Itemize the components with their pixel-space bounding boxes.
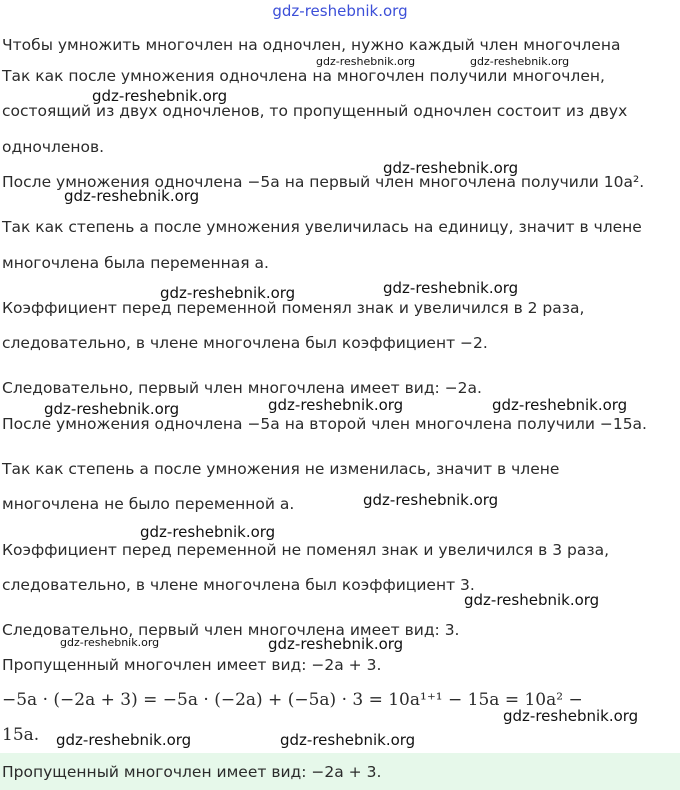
watermark: gdz-reshebnik.org <box>92 87 228 105</box>
text-line-16: Следовательно, первый член многочлена имеет вид: 3. <box>2 621 460 639</box>
watermark: gdz-reshebnik.org <box>60 636 160 649</box>
text-line-11: После умножения одночлена −5a на второй член многочлена получили −15a. <box>2 415 647 433</box>
watermark: gdz-reshebnik.org <box>492 396 628 414</box>
formula-line-1: −5a · (−2a + 3) = −5a · (−2a) + (−5a) · 3 = 10a¹⁺¹ − 15a = 10a² − <box>2 690 583 710</box>
text-line-17: Пропущенный многочлен имеет вид: −2a + 3. <box>2 656 382 674</box>
watermark: gdz-reshebnik.org <box>44 400 180 418</box>
watermark: gdz-reshebnik.org <box>503 707 639 725</box>
watermark: gdz-reshebnik.org <box>268 635 404 653</box>
watermark: gdz-reshebnik.org <box>383 279 519 297</box>
site-header-link[interactable]: gdz-reshebnik.org <box>272 2 408 20</box>
text-line-1: Чтобы умножить многочлен на одночлен, нужно каждый член многочлена <box>2 36 621 54</box>
text-line-10: Следовательно, первый член многочлена имеет вид: −2a. <box>2 379 482 397</box>
watermark: gdz-reshebnik.org <box>470 55 570 68</box>
text-line-8: Коэффициент перед переменной поменял знак и увеличился в 2 раза, <box>2 299 585 317</box>
watermark: gdz-reshebnik.org <box>64 187 200 205</box>
watermark: gdz-reshebnik.org <box>280 731 416 749</box>
text-line-14: Коэффициент перед переменной не поменял знак и увеличился в 3 раза, <box>2 541 610 559</box>
text-line-7: многочлена была переменная a. <box>2 254 269 272</box>
watermark: gdz-reshebnik.org <box>56 731 192 749</box>
text-line-4: одночленов. <box>2 138 105 156</box>
watermark: gdz-reshebnik.org <box>316 55 416 68</box>
text-line-6: Так как степень a после умножения увеличилась на единицу, значит в члене <box>2 218 642 236</box>
watermark: gdz-reshebnik.org <box>140 523 276 541</box>
watermark: gdz-reshebnik.org <box>160 284 296 302</box>
watermark: gdz-reshebnik.org <box>363 491 499 509</box>
text-line-3: состоящий из двух одночленов, то пропущенный одночлен состоит из двух <box>2 102 628 120</box>
text-line-9: следовательно, в члене многочлена был коэффициент −2. <box>2 334 488 352</box>
watermark: gdz-reshebnik.org <box>383 159 519 177</box>
watermark: gdz-reshebnik.org <box>268 396 404 414</box>
text-line-2: Так как после умножения одночлена на многочлен получили многочлен, <box>2 67 605 85</box>
text-line-15: следовательно, в члене многочлена был коэффициент 3. <box>2 576 475 594</box>
final-answer-text: Пропущенный многочлен имеет вид: −2a + 3. <box>2 763 382 781</box>
text-line-13: многочлена не было переменной a. <box>2 495 295 513</box>
final-answer-box <box>0 753 680 790</box>
text-line-12: Так как степень a после умножения не изменилась, значит в члене <box>2 460 560 478</box>
watermark: gdz-reshebnik.org <box>464 591 600 609</box>
formula-line-2: 15a. <box>2 725 40 745</box>
text-line-5: После умножения одночлена −5a на первый член многочлена получили 10a². <box>2 173 645 191</box>
